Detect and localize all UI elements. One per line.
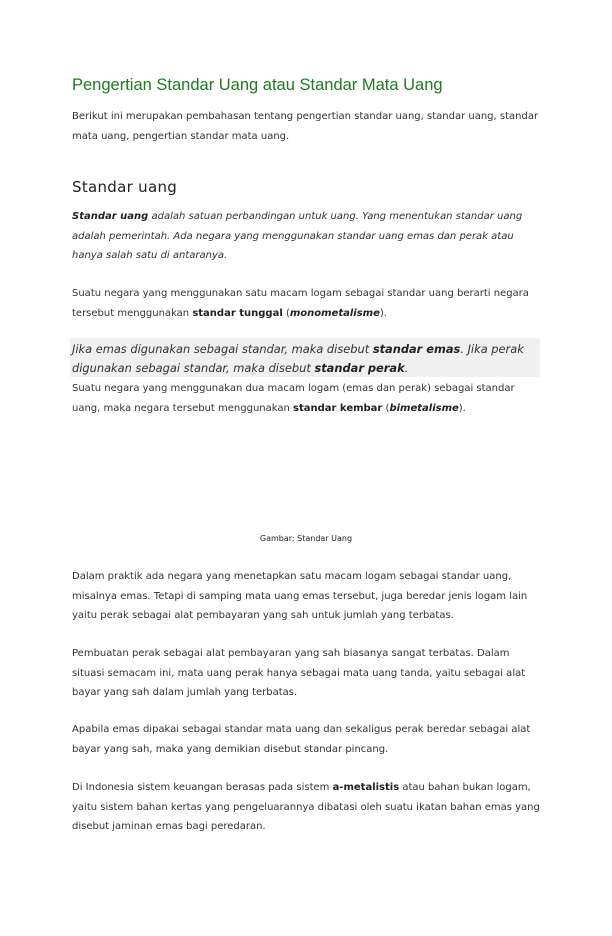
bi-text: Suatu negara yang menggunakan dua macam logam (emas dan perak) sebagai standar uang, maka negara tersebut menggunakan: [72, 383, 515, 414]
mono-term: standar tunggal: [192, 307, 283, 319]
quote-term-silver: standar perak: [314, 361, 405, 375]
quote-text-3: .: [404, 361, 409, 375]
bi-term: standar kembar: [293, 402, 383, 414]
paragraph-practice: Dalam praktik ada negara yang menetapkan satu macam logam sebagai standar uang, misalnya emas. Tetapi di samping mata uang emas tersebut, juga beredar jenis logam lain yaitu perak sebagai alat pembayaran yang sah untuk jumlah yang terbatas.: [72, 571, 528, 621]
mono-text: Suatu negara yang menggunakan satu macam logam sebagai standar uang berarti negara tersebut menggunakan: [72, 288, 529, 319]
mono-paren-open: (: [282, 307, 290, 319]
indonesia-text-1: Di Indonesia sistem keuangan berasas pada sistem: [72, 782, 333, 793]
definition-text: adalah satuan perbandingan untuk uang. Yang menentukan standar uang adalah pemerintah. Ada negara yang menggunakan standar uang emas dan perak atau hanya salah satu di antaranya.: [72, 211, 523, 261]
highlight-quote: [70, 338, 540, 377]
paragraph-silver: Pembuatan perak sebagai alat pembayaran yang sah biasanya sangat terbatas. Dalam situasi semacam ini, mata uang perak hanya sebagai mata uang tanda, yaitu sebagai alat bayar yang sah dalam jumlah yang terbatas.: [72, 648, 526, 698]
mono-term-italic: monometalisme: [289, 307, 380, 319]
quote-text-2: . Jika perak digunakan sebagai standar, maka disebut: [72, 342, 524, 375]
bi-paren-open: (: [382, 402, 390, 414]
monometalism-paragraph: [72, 284, 542, 323]
definition-term: Standar uang: [72, 211, 149, 222]
quote-term-gold: standar emas: [372, 342, 461, 356]
paragraph-limping-standard: Apabila emas dipakai sebagai standar mata uang dan sekaligus perak beredar sebagai alat bayar yang sah, maka yang demikian disebut standar pincang.: [72, 724, 531, 755]
bi-paren-close: ).: [458, 402, 466, 414]
section-heading: Standar uang: [72, 178, 178, 196]
mono-paren-close: ).: [379, 307, 387, 319]
page-title: Pengertian Standar Uang atau Standar Mata Uang: [72, 76, 443, 94]
figure-caption: Gambar: Standar Uang: [259, 534, 353, 543]
bi-term-italic: bimetalisme: [389, 402, 459, 414]
indonesia-text-2: atau bahan bukan logam, yaitu sistem bahan kertas yang pengeluarannya dibatasi oleh suatu ikatan bahan emas yang disebut jaminan emas bagi peredaran.: [72, 782, 540, 832]
paragraph-indonesia: [72, 778, 542, 837]
indonesia-term: a-metalistis: [332, 782, 400, 793]
intro-paragraph: Berikut ini merupakan pembahasan tentang pengertian standar uang, standar uang, standar mata uang, pengertian standar mata uang.: [72, 111, 539, 142]
bimetalism-paragraph: [72, 379, 542, 418]
quote-text-1: Jika emas digunakan sebagai standar, maka disebut: [72, 342, 373, 356]
definition-paragraph: [72, 207, 542, 266]
